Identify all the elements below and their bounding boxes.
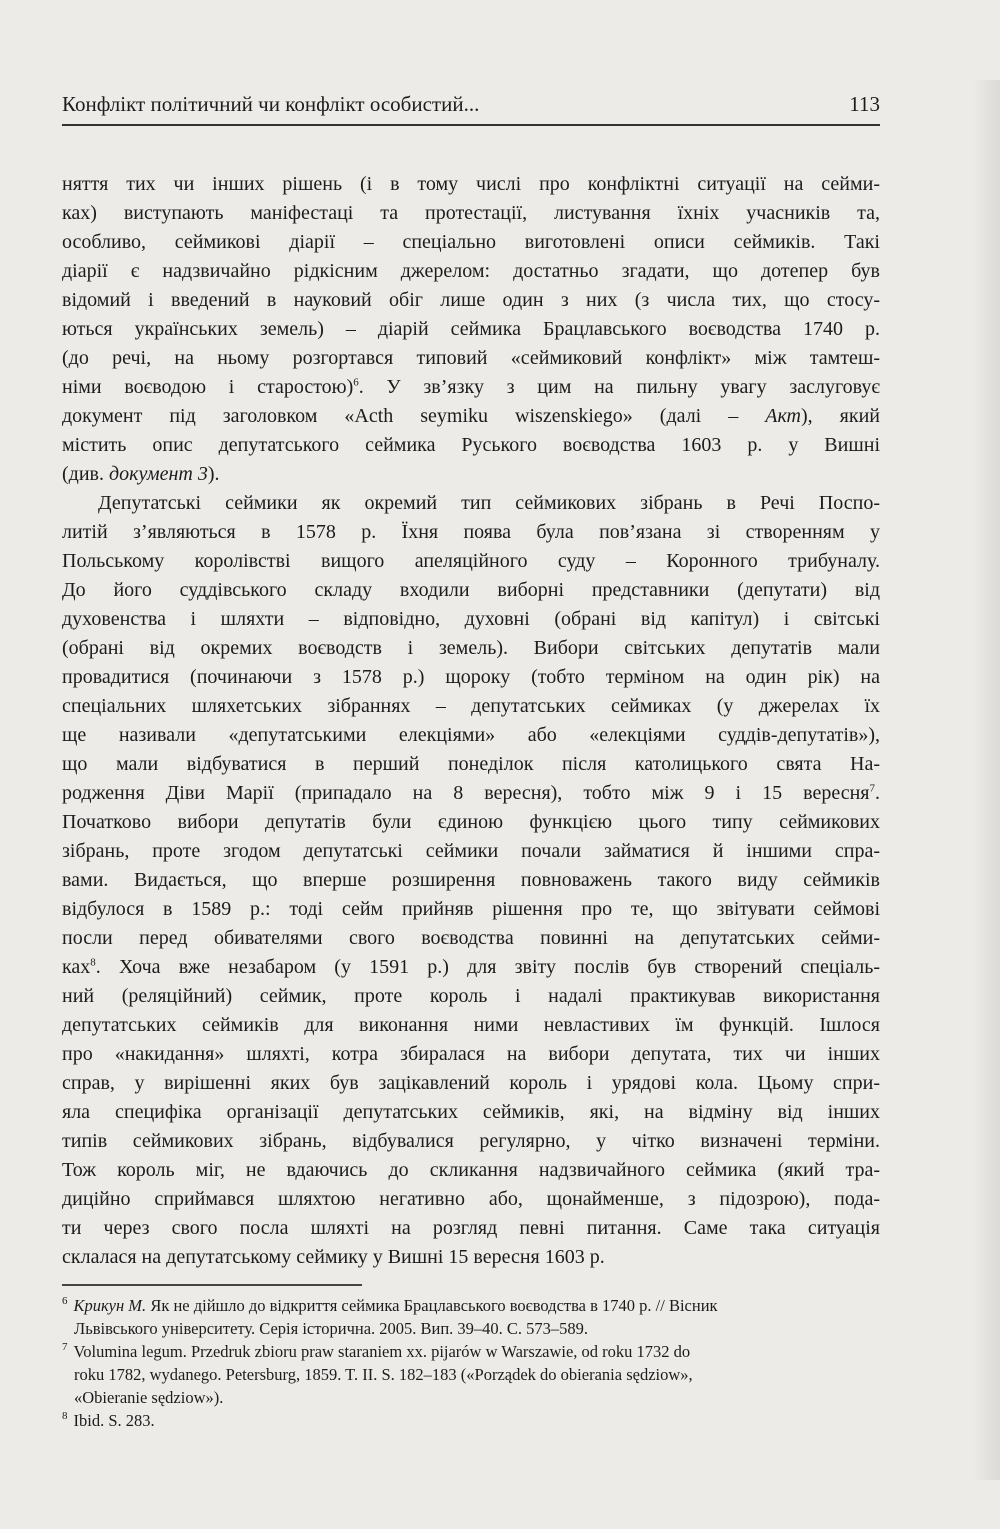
text-line: До його суддівського складу входили виборні представники (депутати) від <box>62 579 880 601</box>
text-line: ються українських земель) – діарій сеймика Брацлавського воєводства 1740 р. <box>62 318 880 340</box>
text-line: Польському королівстві вищого апеляційного суду – Коронного трибуналу. <box>62 550 880 572</box>
text-span: . Хоча вже незабаром (у 1591 р.) для звіту послів був створений спеціаль- <box>95 956 880 978</box>
text-line <box>62 460 880 489</box>
paragraph-2 <box>62 489 880 1272</box>
text-line: склалася на депутатському сеймику у Вишні 15 вересня 1603 р. <box>62 1246 605 1268</box>
text-line: яла специфіка організації депутатських сеймиків, які, на відміну від інших <box>62 1101 880 1123</box>
text-line: особливо, сеймикові діарії – спеціально виготовлені описи сеймиків. Такі <box>62 231 880 253</box>
page-number: 113 <box>849 92 880 116</box>
text-line: Тож король міг, не вдаючись до скликання надзвичайного сеймика (який тра- <box>62 1159 880 1181</box>
running-header <box>62 90 880 124</box>
paragraph-1 <box>62 170 880 489</box>
text-span: ). <box>207 463 220 485</box>
text-line: містить опис депутатського сеймика Руського воєводства 1603 р. у Вишні <box>62 434 880 456</box>
footnote-8 <box>62 1409 880 1432</box>
text-line: ний (реляційний) сеймик, проте король і надалі практикував використання <box>62 985 880 1007</box>
footnote-6 <box>62 1294 880 1340</box>
footnote-text: Ibid. S. 283. <box>73 1410 155 1430</box>
text-span: . У зв’язку з цим на пильну увагу заслуговує <box>358 376 880 398</box>
footnote-text: Львівського університету. Серія історична. 2005. Вип. 39–40. С. 573–589. <box>74 1318 589 1338</box>
footnote-number: 7 <box>62 1341 68 1353</box>
footnote-author: Крикун М. <box>73 1295 147 1315</box>
body-text <box>62 170 880 1272</box>
page-content <box>62 170 880 1432</box>
text-line: що мали відбуватися в перший понеділок після католицького свята На- <box>62 753 880 775</box>
text-line: провадитися (починаючи з 1578 р.) щороку (тобто терміном на один рік) на <box>62 666 880 688</box>
footnote-number: 8 <box>62 1410 68 1422</box>
footnote-ref: 8 <box>90 956 96 969</box>
text-line: посли перед обивателями свого воєводства повинні на депутатських сейми- <box>62 927 880 949</box>
text-line <box>62 402 880 431</box>
footnote-7 <box>62 1340 880 1409</box>
text-line: відомий і введений в науковий обіг лише один з них (з числа тих, що стосу- <box>62 289 880 311</box>
header-rule <box>62 124 880 126</box>
footnote-ref: 6 <box>353 376 359 389</box>
text-span: ках <box>62 956 91 978</box>
text-line: Початково вибори депутатів були єдиною функцією цього типу сеймикових <box>62 811 880 833</box>
text-line: литій з’являються в 1578 р. Їхня поява була пов’язана зі створенням у <box>62 521 880 543</box>
text-line: відбулося в 1589 р.: тоді сейм прийняв рішення про те, що звітувати сеймові <box>62 898 880 920</box>
text-span: німи воєводою і старостою) <box>62 376 354 398</box>
footnote-text: Volumina legum. Przedruk zbioru praw staraniem xx. pijarów w Warszawie, od roku 1732 do <box>73 1341 691 1361</box>
text-line: зібрань, проте згодом депутатські сеймики почали займатися й іншими спра- <box>62 840 880 862</box>
text-line: ще називали «депутатськими елекціями» або «елекціями суддів-депутатів»), <box>62 724 880 746</box>
text-line: діарії є надзвичайно рідкісним джерелом: достатньо згадати, що дотепер був <box>62 260 880 282</box>
text-span: . <box>875 782 880 804</box>
text-line: вами. Видається, що вперше розширення повноважень такого виду сеймиків <box>62 869 880 891</box>
text-line: депутатських сеймиків для виконання ними невластивих їм функцій. Ішлося <box>62 1014 880 1036</box>
text-line: Депутатські сеймики як окремий тип сеймикових зібрань в Речі Поспо- <box>98 492 880 514</box>
footnote-text: roku 1782, wydanego. Petersburg, 1859. T. II. S. 182–183 («Porządek do obierania sędziow», <box>74 1364 693 1384</box>
text-line: (до речі, на ньому розгортався типовий «сеймиковий конфлікт» між тамтеш- <box>62 347 880 369</box>
footnotes <box>62 1294 880 1432</box>
text-span: родження Діви Марії (припадало на 8 вересня), тобто між 9 і 15 вересня <box>62 782 870 804</box>
footnote-ref: 7 <box>869 782 875 795</box>
text-line: про «накидання» шляхті, котра збиралася на вибори депутата, тих чи інших <box>62 1043 880 1065</box>
italic-term: Акт <box>765 405 802 427</box>
text-line: типів сеймикових зібрань, відбувалися регулярно, у чітко визначені терміни. <box>62 1130 880 1152</box>
footnote-rule <box>62 1284 362 1286</box>
text-span: документ під заголовком «Acth seymiku wiszenskiego» (далі – <box>62 405 766 427</box>
text-line: ти через свого посла шляхті на розгляд певні питання. Саме така ситуація <box>62 1217 880 1239</box>
text-line <box>62 953 880 982</box>
text-span: (див. <box>62 463 109 485</box>
page-edge-shadow <box>972 80 1000 1480</box>
text-line: диційно сприймався шляхтою негативно або, щонайменше, з підозрою), пода- <box>62 1188 880 1210</box>
footnote-text: «Obieranie sędziow»). <box>74 1387 224 1407</box>
text-span: ), який <box>801 405 881 427</box>
text-line <box>62 779 880 808</box>
running-title: Конфлікт політичний чи конфлікт особистий... <box>62 92 480 116</box>
text-line: няття тих чи інших рішень (і в тому числі про конфліктні ситуації на сейми- <box>62 173 880 195</box>
text-line: (обрані від окремих воєводств і земель). Вибори світських депутатів мали <box>62 637 880 659</box>
text-line <box>62 373 880 402</box>
text-line: справ, у вирішенні яких був зацікавлений король і урядові кола. Цьому спри- <box>62 1072 880 1094</box>
text-line: спеціальних шляхетських зібраннях – депутатських сеймиках (у джерелах їх <box>62 695 880 717</box>
footnote-number: 6 <box>62 1295 68 1307</box>
text-line: духовенства і шляхти – відповідно, духовні (обрані від капітул) і світські <box>62 608 880 630</box>
footnote-text: Як не дійшло до відкриття сеймика Брацлавського воєводства в 1740 р. // Вісник <box>146 1295 718 1315</box>
text-line: ках) виступають маніфестаці та протестації, листування їхніх учасників та, <box>62 202 880 224</box>
italic-term: документ 3 <box>108 463 208 485</box>
